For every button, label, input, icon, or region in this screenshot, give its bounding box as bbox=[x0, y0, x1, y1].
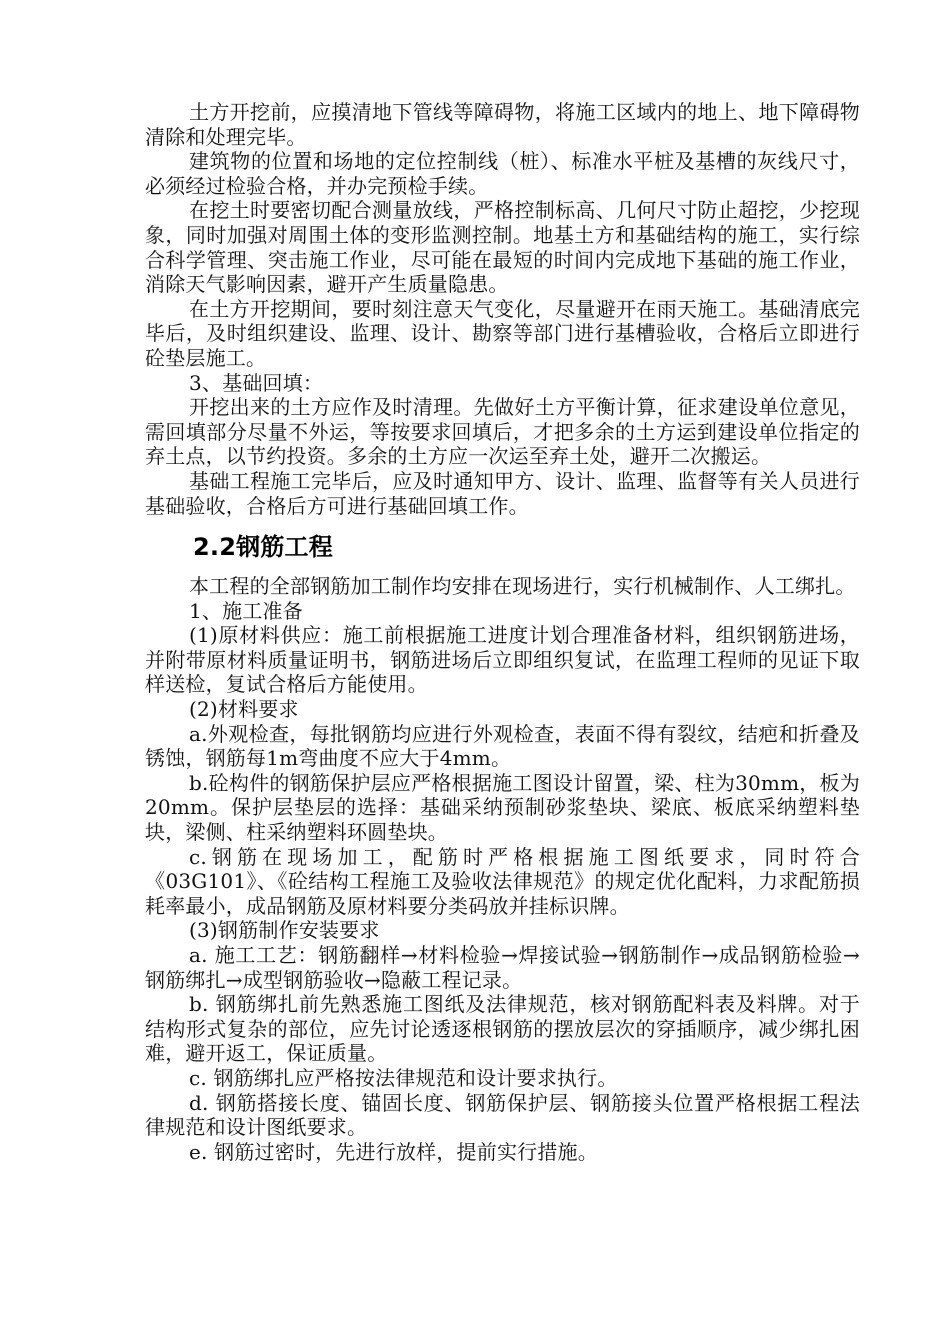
paragraph: 在土方开挖期间，要时刻注意天气变化，尽量避开在雨天施工。基础清底完毕后，及时组织建设、监理、设计、勘察等部门进行基槽验收，合格后立即进行砼垫层施工。 bbox=[145, 296, 860, 370]
subsection-title: 3、基础回填： bbox=[189, 370, 324, 395]
paragraph: b. 钢筋绑扎前先熟悉施工图纸及法律规范，核对钢筋配料表及料牌。对于结构形式复杂的部位，应先讨论透逐根钢筋的摆放层次的穿插顺序，减少绑扎困难，避开返工，保证质量。 bbox=[145, 992, 860, 1066]
paragraph: a. 施工工艺：钢筋翻样→材料检验→焊接试验→钢筋制作→成品钢筋检验→钢筋绑扎→成型钢筋验收→隐蔽工程记录。 bbox=[145, 943, 860, 992]
paragraph: b.砼构件的钢筋保护层应严格根据施工图设计留置，梁、柱为30mm，板为20mm。保护层垫层的选择：基础采纳预制砂浆垫块、梁底、板底采纳塑料垫块，梁侧、柱采纳塑料环圆垫块。 bbox=[145, 770, 860, 845]
paragraph: e. 钢筋过密时，先进行放样，提前实行措施。 bbox=[189, 1139, 598, 1164]
section-heading: 2.2钢筋工程 bbox=[193, 533, 333, 562]
paragraph: c.钢筋在现场加工，配筋时严格根据施工图纸要求，同时符合《03G101》、《砼结构工程施工及验收法律规范》的规定优化配料，力求配筋损耗率最小，成品钢筋及原材料要分类码放并挂标识牌。 bbox=[145, 844, 860, 918]
subsection-title: (2)材料要求 bbox=[189, 697, 299, 722]
subsection-title: 1、施工准备 bbox=[189, 598, 303, 623]
paragraph: 本工程的全部钢筋加工制作均安排在现场进行，实行机械制作、人工绑扎。 bbox=[189, 574, 856, 599]
paragraph: (1)原材料供应：施工前根据施工进度计划合理准备材料，组织钢筋进场，并附带原材料质量证明书，钢筋进场后立即组织复试，在监理工程师的见证下取样送检，复试合格后方能使用。 bbox=[145, 623, 860, 697]
paragraph: c. 钢筋绑扎应严格按法律规范和设计要求执行。 bbox=[189, 1065, 618, 1090]
paragraph: 在挖土时要密切配合测量放线，严格控制标高、几何尺寸防止超挖，少挖现象，同时加强对周围土体的变形监测控制。地基土方和基础结构的施工，实行综合科学管理、突击施工作业，尽可能在最短的时间内完成地下基础的施工作业，消除天气影响因素，避开产生质量隐患。 bbox=[145, 198, 860, 297]
paragraph: 开挖出来的土方应作及时清理。先做好土方平衡计算，征求建设单位意见，需回填部分尽量不外运，等按要求回填后，才把多余的土方运到建设单位指定的弃土点，以节约投资。多余的土方应一次运至弃土处，避开二次搬运。 bbox=[145, 395, 860, 469]
paragraph: 建筑物的位置和场地的定位控制线（桩）、标准水平桩及基槽的灰线尺寸，必须经过检验合格，并办完预检手续。 bbox=[145, 149, 860, 198]
paragraph: 土方开挖前，应摸清地下管线等障碍物，将施工区域内的地上、地下障碍物清除和处理完毕。 bbox=[145, 100, 860, 149]
subsection-title: (3)钢筋制作安装要求 bbox=[189, 918, 380, 943]
paragraph: a.外观检查，每批钢筋均应进行外观检查，表面不得有裂纹，结疤和折叠及锈蚀，钢筋每1m弯曲度不应大于4mm。 bbox=[145, 721, 860, 771]
paragraph: d. 钢筋搭接长度、锚固长度、钢筋保护层、钢筋接头位置严格根据工程法律规范和设计图纸要求。 bbox=[145, 1090, 860, 1140]
document-page bbox=[145, 100, 860, 1164]
paragraph: 基础工程施工完毕后，应及时通知甲方、设计、监理、监督等有关人员进行基础验收，合格后方可进行基础回填工作。 bbox=[145, 468, 860, 518]
